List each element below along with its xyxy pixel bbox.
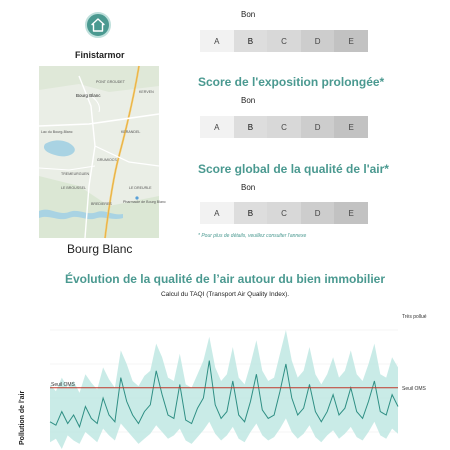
map-label: KERVEN — [139, 90, 154, 94]
grade-d: D — [301, 202, 335, 224]
map-label: LE BROUSSEL — [61, 186, 86, 190]
grade-a: A — [200, 30, 234, 52]
map-label: TREMEURGUEN — [61, 172, 90, 176]
map-label: KERANDEL — [121, 130, 141, 134]
grade-c: C — [267, 202, 301, 224]
map-label: GRUMIOCS — [97, 158, 117, 162]
grade-a: A — [200, 116, 234, 138]
score-scale-3 — [200, 202, 368, 224]
map-image[interactable] — [39, 66, 166, 238]
grade-b: B — [234, 30, 268, 52]
home-icon — [85, 12, 111, 38]
score-scale-1 — [200, 30, 368, 52]
map-label: Pharmacie de Bourg Blanc — [123, 200, 166, 204]
grade-b: B — [234, 202, 268, 224]
location-name: Finistarmor — [75, 50, 125, 60]
grade-a: A — [200, 202, 234, 224]
grade-e: E — [334, 30, 368, 52]
confidence-band — [50, 330, 398, 449]
grade-d: D — [301, 116, 335, 138]
grade-e: E — [334, 202, 368, 224]
threshold-label: Seuil OMS — [51, 381, 75, 388]
score-value-2: Bon — [241, 96, 256, 105]
chart-title: Évolution de la qualité de l’air autour du bien immobilier — [64, 272, 386, 286]
top-label: Très pollué — [402, 314, 427, 320]
score-value-1: Bon — [241, 10, 256, 19]
score-title-3: Score global de la qualité de l'air* — [198, 162, 389, 176]
air-quality-chart — [0, 300, 450, 450]
score-value-3: Bon — [241, 183, 256, 192]
grade-c: C — [267, 30, 301, 52]
score-scale-2 — [200, 116, 368, 138]
chart-subtitle: Calcul du TAQI (Transport Air Quality Index). — [160, 291, 290, 298]
grade-b: B — [234, 116, 268, 138]
map-label: LE DREURLE — [129, 186, 152, 190]
grade-d: D — [301, 30, 335, 52]
map-label: PONT GROUDET — [96, 80, 125, 84]
map-label: Bourg Blanc — [76, 93, 101, 98]
grade-e: E — [334, 116, 368, 138]
y-axis-label: Pollution de l'air — [19, 390, 26, 445]
footnote: * Pour plus de détails, veuillez consulter l'annexe — [198, 233, 307, 239]
map-label: Lac du Bourg-Blanc — [41, 130, 73, 134]
score-title-2: Score de l'exposition prolongée* — [198, 75, 385, 89]
map-caption: Bourg Blanc — [67, 242, 133, 256]
map-label: BREDIERES — [91, 202, 112, 206]
grade-c: C — [267, 116, 301, 138]
threshold-label: Seuil OMS — [402, 385, 426, 392]
